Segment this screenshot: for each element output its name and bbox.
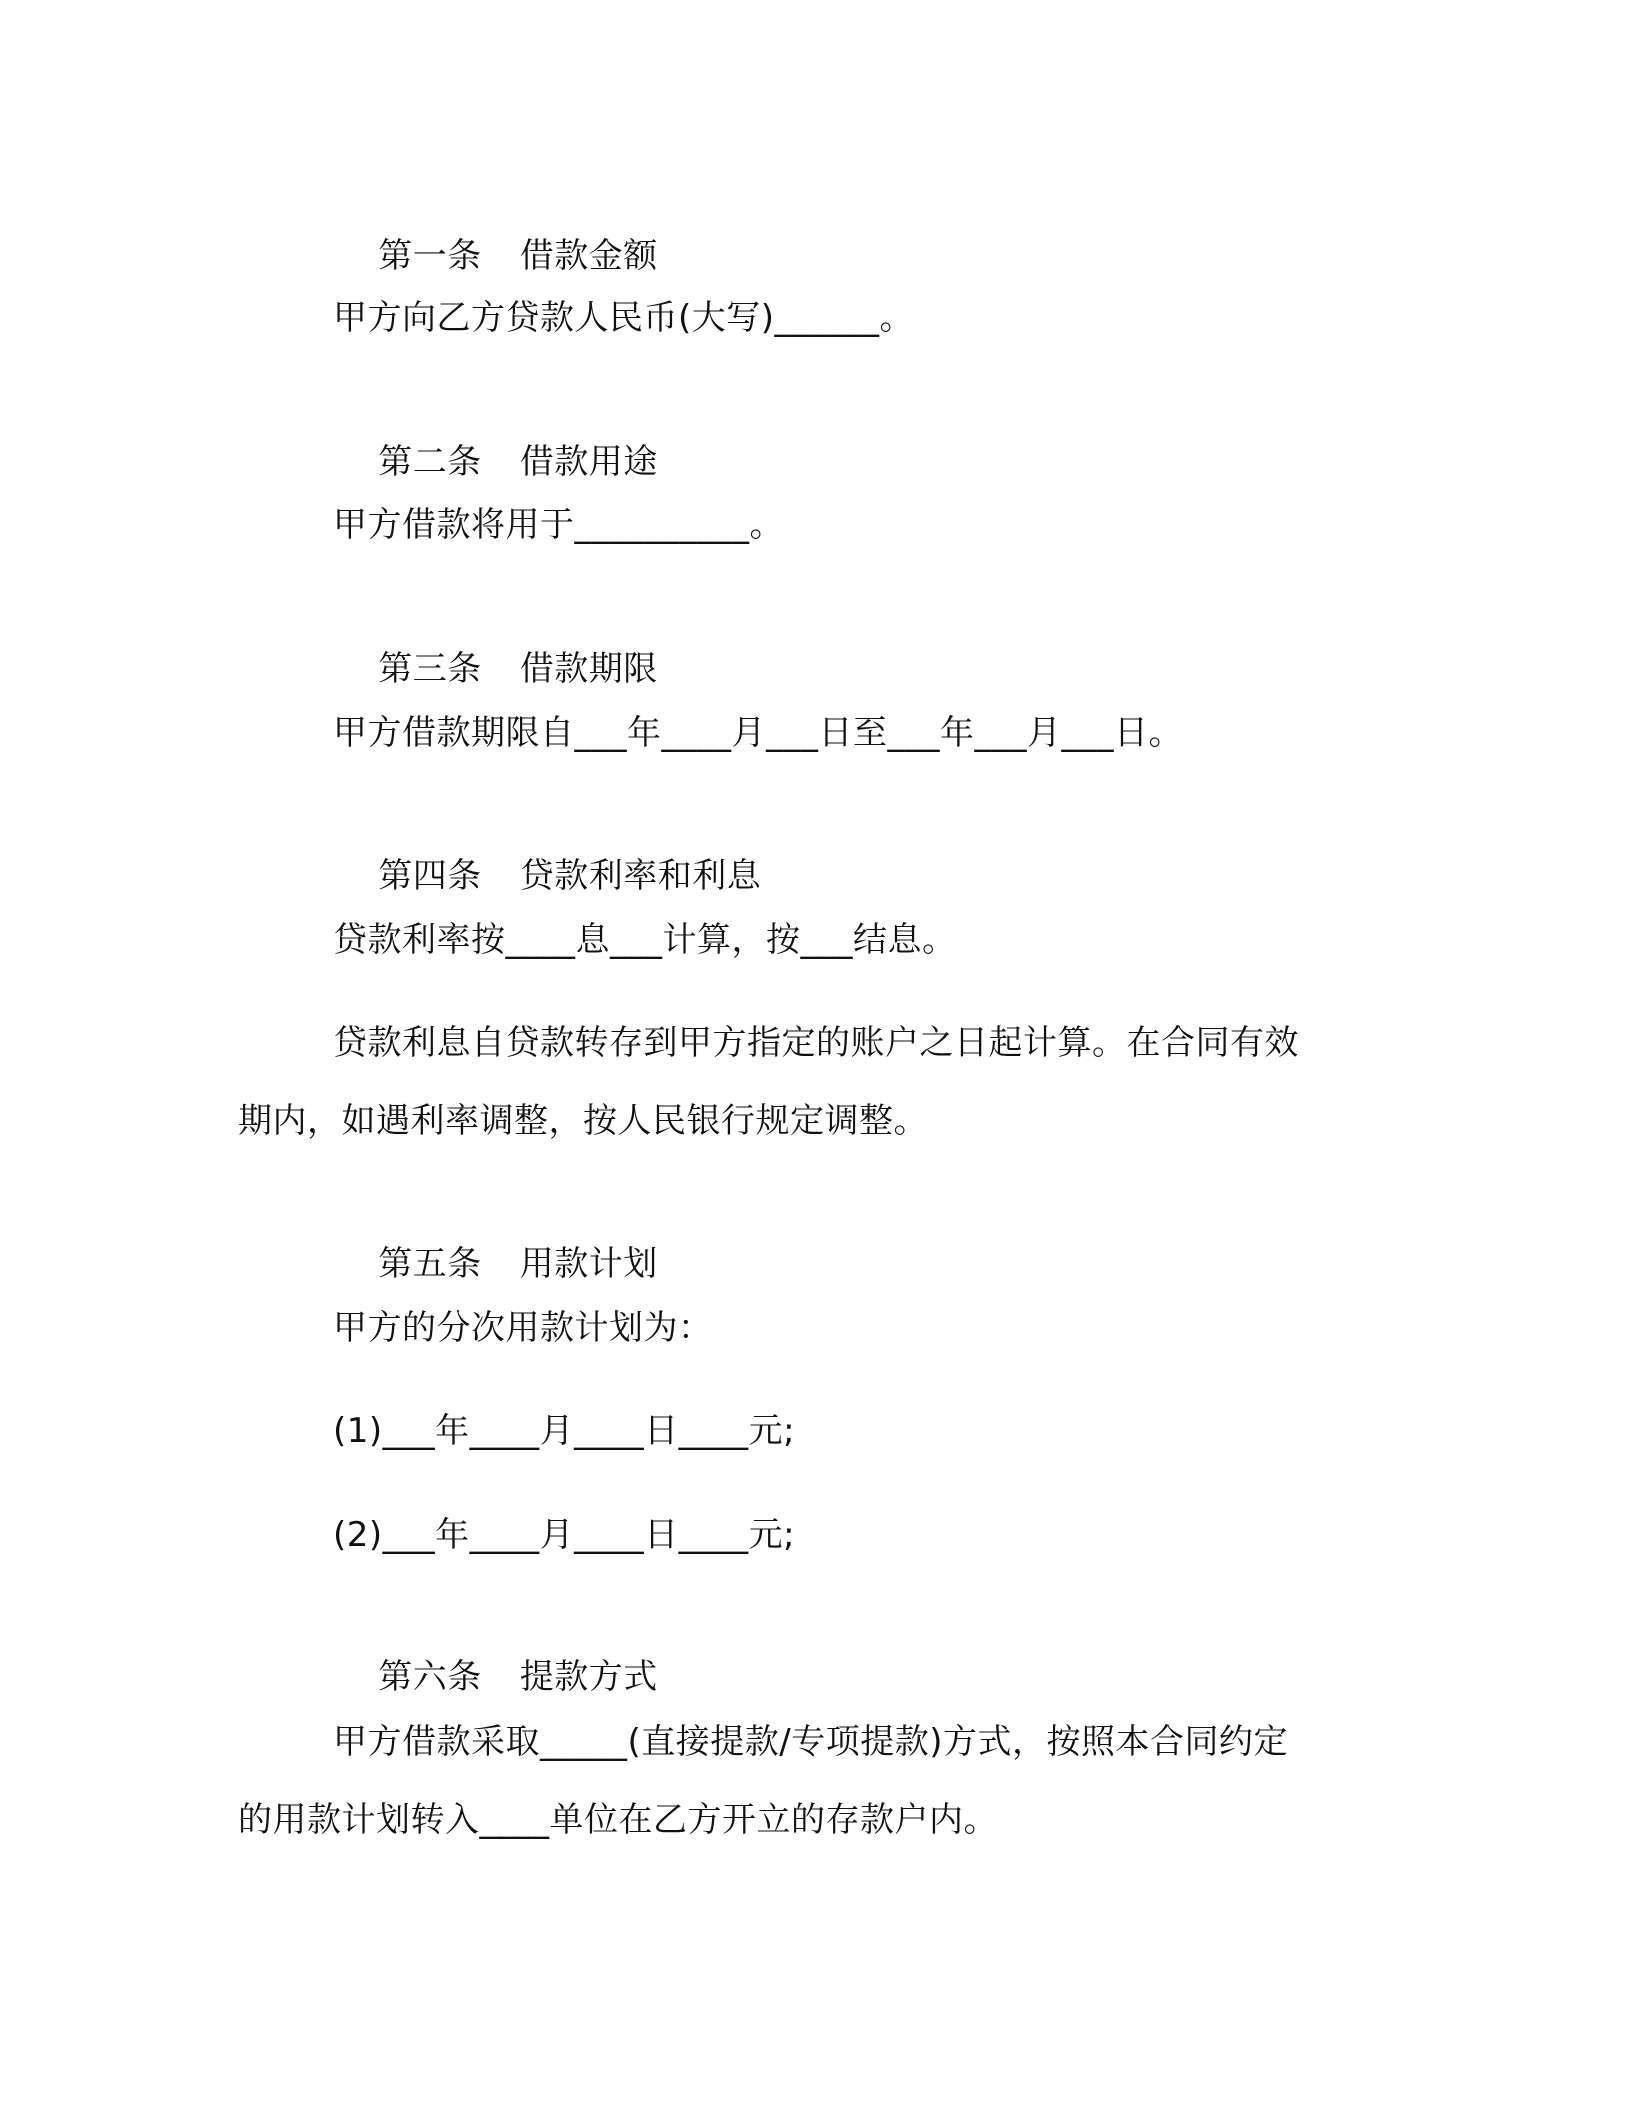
article-1-paragraph: 甲方向乙方贷款人民币(大写)______。 <box>333 298 915 338</box>
article-number: 第一条 <box>378 236 482 276</box>
article-2-heading <box>333 402 658 522</box>
article-number: 第五条 <box>378 1244 482 1284</box>
article-5-paragraph: 甲方的分次用款计划为： <box>333 1308 713 1348</box>
article-6-paragraph: 甲方借款采取_____(直接提款/专项提款)方式，按照本合同约定 <box>333 1722 1288 1762</box>
article-title: 提款方式 <box>519 1657 658 1697</box>
article-title: 用款计划 <box>519 1244 658 1284</box>
article-3-heading <box>333 609 658 729</box>
article-number: 第二条 <box>378 442 482 482</box>
article-6-paragraph-line: 的用款计划转入____单位在乙方开立的存款户内。 <box>238 1800 998 1840</box>
article-4-heading <box>333 816 761 936</box>
article-title: 借款金额 <box>519 236 658 276</box>
article-4-paragraph: 贷款利率按____息___计算，按___结息。 <box>333 920 957 960</box>
article-4-paragraph-line: 期内，如遇利率调整，按人民银行规定调整。 <box>238 1101 928 1141</box>
article-number: 第四条 <box>378 856 482 896</box>
article-number: 第三条 <box>378 649 482 689</box>
article-title: 借款期限 <box>519 649 658 689</box>
plan-item-2: (2)___年____月____日____元; <box>333 1515 796 1555</box>
article-6-heading <box>333 1617 658 1737</box>
article-2-paragraph: 甲方借款将用于__________。 <box>333 505 784 545</box>
article-5-heading <box>333 1204 658 1324</box>
article-4-paragraph-line: 贷款利息自贷款转存到甲方指定的账户之日起计算。在合同有效 <box>333 1023 1299 1063</box>
article-number: 第六条 <box>378 1657 482 1697</box>
plan-item-1: (1)___年____月____日____元; <box>333 1411 796 1451</box>
article-title: 借款用途 <box>519 442 658 482</box>
article-3-paragraph: 甲方借款期限自___年____月___日至___年___月___日。 <box>333 713 1183 753</box>
article-title: 贷款利率和利息 <box>519 856 762 896</box>
